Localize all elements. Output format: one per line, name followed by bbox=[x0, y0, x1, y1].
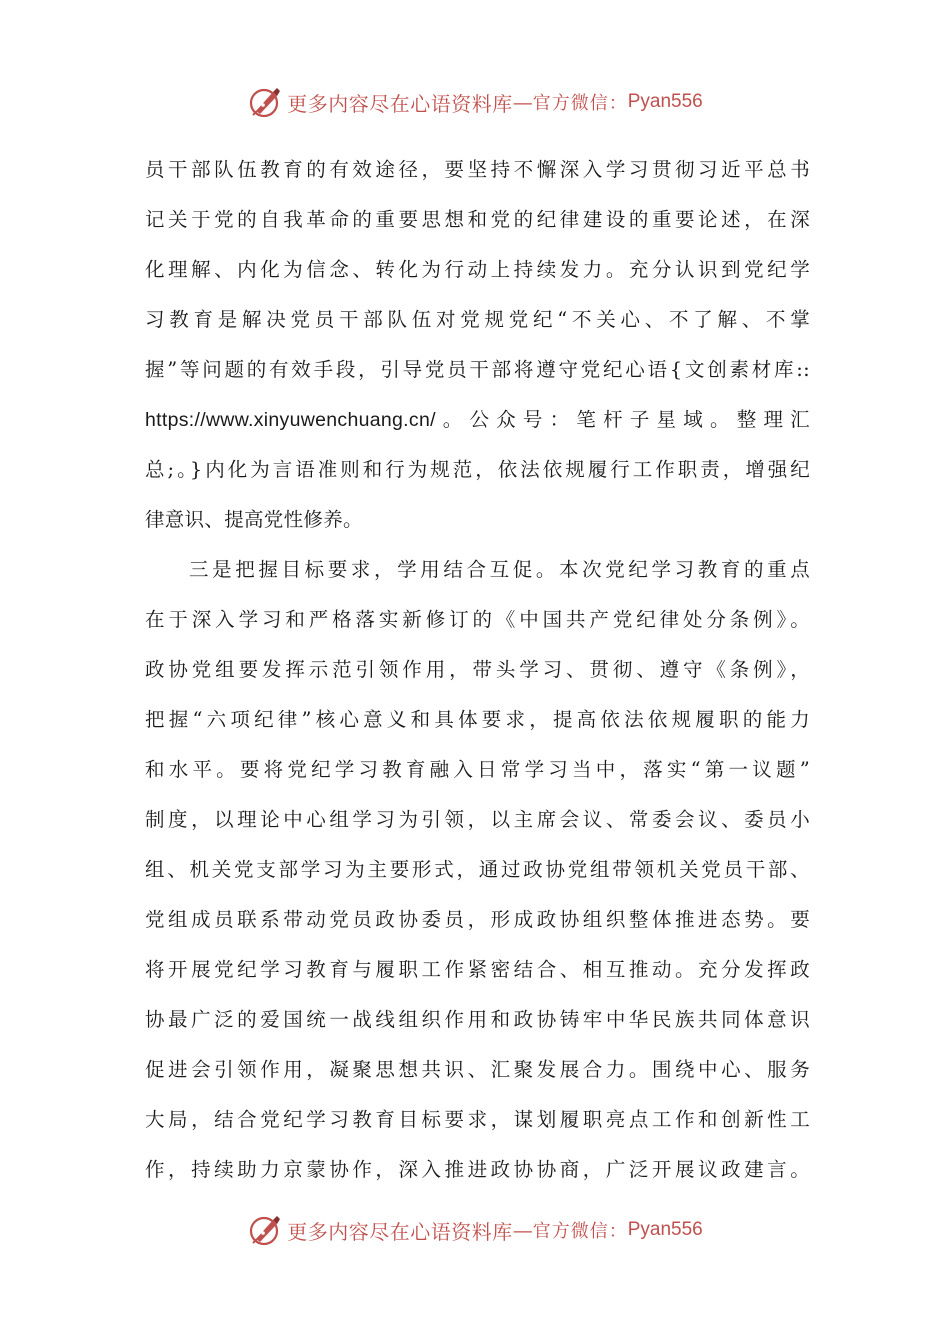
footer-site-text: 更多内容尽在心语资料库 bbox=[287, 1219, 513, 1244]
text-line: 将开展党纪学习教育与履职工作紧密结合、相互推动。充分发挥政 bbox=[145, 958, 810, 981]
text-line: 促进会引领作用，凝聚思想共识、汇聚发展合力。围绕中心、服务 bbox=[145, 1058, 810, 1081]
footer-banner bbox=[0, 1210, 950, 1250]
pen-nib-logo-icon bbox=[247, 84, 283, 120]
pen-nib-logo-icon bbox=[247, 1212, 283, 1248]
text-line: 政协党组要发挥示范引领作用，带头学习、贯彻、遵守《条例》， bbox=[145, 658, 810, 681]
text-line: 大局，结合党纪学习教育目标要求，谋划履职亮点工作和创新性工 bbox=[145, 1108, 810, 1131]
header-wechat-label: 官方微信： bbox=[532, 93, 628, 114]
text-line: 作，持续助力京蒙协作，深入推进政协协商，广泛开展议政建言。 bbox=[145, 1158, 810, 1181]
text-line: 总;。}内化为言语准则和行为规范，依法依规履行工作职责，增强纪 bbox=[145, 458, 810, 481]
text-line: 在于深入学习和严格落实新修订的《中国共产党纪律处分条例》。 bbox=[145, 608, 810, 631]
paragraph-start-line: 三是把握目标要求，学用结合互促。本次党纪学习教育的重点 bbox=[189, 558, 810, 581]
text-line: 组、机关党支部学习为主要形式，通过政协党组带领机关党员干部、 bbox=[145, 858, 810, 881]
text-line: 协最广泛的爱国统一战线组织作用和政协铸牢中华民族共同体意识 bbox=[145, 1008, 810, 1031]
text-line: 和水平。要将党纪学习教育融入日常学习当中，落实“第一议题” bbox=[145, 758, 810, 781]
document-body bbox=[145, 145, 810, 1195]
header-dash: — bbox=[512, 90, 533, 114]
text-line-url: https://www.xinyuwenchuang.cn/。公众号：笔杆子星域。整理汇 bbox=[145, 409, 810, 431]
text-line: 习教育是解决党员干部队伍对党规党纪“不关心、不了解、不掌 bbox=[145, 308, 810, 331]
header-wechat-handle: Pyan556 bbox=[627, 91, 703, 112]
text-line: 员干部队伍教育的有效途径，要坚持不懈深入学习贯彻习近平总书 bbox=[145, 158, 810, 181]
footer-wechat-handle: Pyan556 bbox=[627, 1219, 703, 1240]
text-line: 把握“六项纪律”核心意义和具体要求，提高依法依规履职的能力 bbox=[145, 708, 810, 731]
footer-dash: — bbox=[512, 1218, 533, 1242]
text-line: 律意识、提高党性修养。 bbox=[145, 508, 363, 531]
text-line: 化理解、内化为信念、转化为行动上持续发力。充分认识到党纪学 bbox=[145, 258, 810, 281]
text-line: 制度，以理论中心组学习为引领，以主席会议、常委会议、委员小 bbox=[145, 808, 810, 831]
text-line: 握”等问题的有效手段，引导党员干部将遵守党纪心语{文创素材库:: bbox=[145, 358, 810, 381]
text-line: 党组成员联系带动党员政协委员，形成政协组织整体推进态势。要 bbox=[145, 908, 810, 931]
header-banner bbox=[0, 82, 950, 122]
text-line: 记关于党的自我革命的重要思想和党的纪律建设的重要论述，在深 bbox=[145, 208, 810, 231]
header-site-text: 更多内容尽在心语资料库 bbox=[287, 91, 513, 116]
footer-wechat-label: 官方微信： bbox=[532, 1221, 628, 1242]
